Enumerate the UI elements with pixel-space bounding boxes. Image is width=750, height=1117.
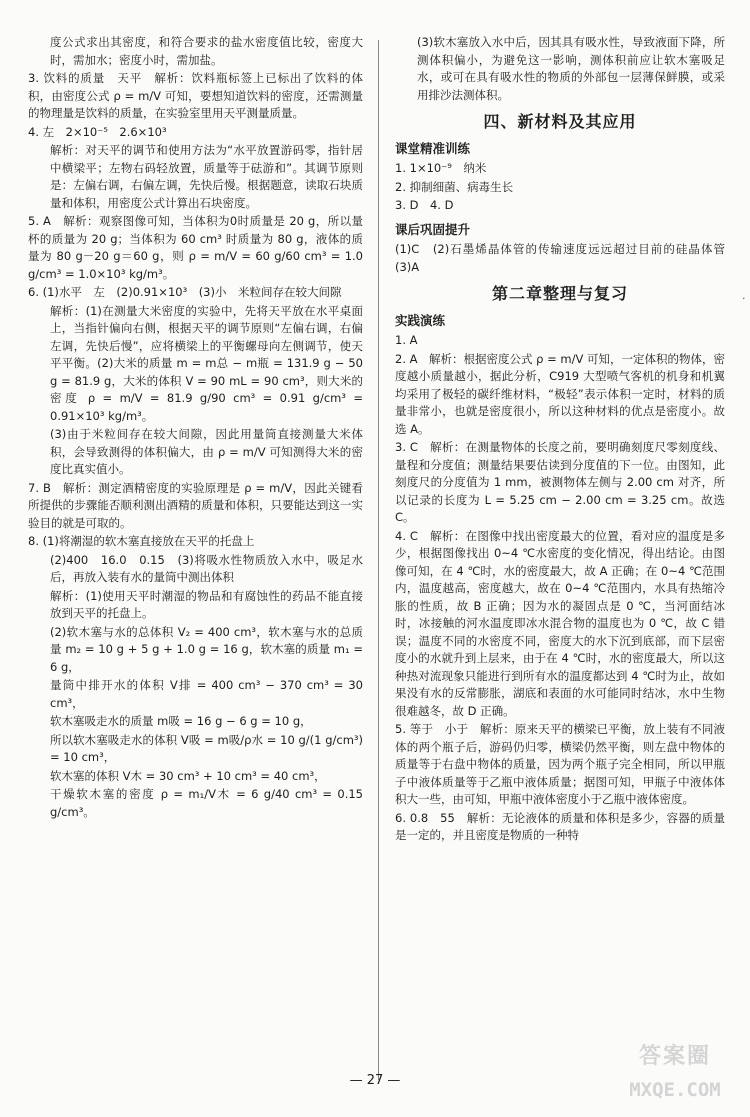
- answer-paragraph: 2. 抑制细菌、病毒生长: [395, 179, 514, 194]
- answer-paragraph: 所以软木塞吸走水的体积 V吸 = m吸/ρ水 = 10 g/(1 g/cm³) = 10 cm³，: [50, 732, 363, 764]
- answer-paragraph: 解析：对天平的调节和使用方法为“水平放置游码零，指针居中横梁平；左物右码轻放置，质量等于砝游和”。其调节原则是：左偏右调，右偏左调，先快后慢。根据题意，读取石块质量和体积，用密度公式计算出石块密度。: [50, 143, 363, 210]
- right-column: [395, 34, 737, 846]
- answer-paragraph: (2)400 16.0 0.15 (3)将吸水性物质放入水中，吸足水后，再放入装有水的量筒中测出体积: [50, 552, 363, 584]
- answer-paragraph: 1. 1×10⁻⁹ 纳米: [395, 161, 487, 175]
- answer-paragraph: 量筒中排开水的体积 V排 = 400 cm³ − 370 cm³ = 30 cm³，: [50, 678, 363, 710]
- answer-paragraph: (3)由于米粒间存在较大间隙，因此用量筒直接测量大米体积，会导致测得的体积偏大，由 ρ = m/V 可知测得大米的密度比真实值小。: [50, 427, 363, 476]
- answer-paragraph: 6. 0.8 55 解析：无论液体的质量和体积是多少，容器的质量是一定的，并且密度是物质的一种特: [395, 810, 725, 842]
- answer-paragraph: (1)C (2)石墨烯晶体管的传输速度远远超过目前的硅晶体管 (3)A: [395, 242, 737, 274]
- section-title-new-materials: 四、新材料及其应用: [483, 112, 637, 131]
- practice-answers: [395, 332, 725, 845]
- answer-paragraph: (2)软木塞与水的总体积 V₂ = 400 cm³，软木塞与水的总质量 m₂ = 10 g + 5 g + 1.0 g = 16 g，软木塞的质量 m₁ = 6 g，: [50, 624, 363, 674]
- answer-paragraph: 3. D 4. D: [395, 198, 454, 212]
- answer-paragraph: 干燥软木塞的密度 ρ = m₁/V木 = 6 g/40 cm³ = 0.15 g/cm³。: [50, 787, 363, 819]
- answer-paragraph: 软木塞吸走水的质量 m吸 = 16 g − 6 g = 10 g，: [50, 714, 312, 728]
- answer-paragraph: 度公式求出其密度，和符合要求的盐水密度值比较，密度大时，需加水；密度小时，需加盐。: [50, 35, 363, 67]
- answer-paragraph: 4. 左 2×10⁻⁵ 2.6×10³: [28, 124, 167, 139]
- answer-paragraph: 5. A 解析：观察图像可知，当体积为0时质量是 20 g，所以量杯的质量为 20 g；当体积为 60 cm³ 时质量为 80 g，液体的质量为 80 g－20 g＝60 g，则 ρ = m/V = 60 g/60 cm³ = 1.0 g/cm³ = 1.0×10³ kg/m³。: [28, 214, 363, 281]
- answer-8-continued: [395, 34, 725, 104]
- page-number: — 27 —: [349, 1073, 401, 1088]
- section-title-chapter-review: 第二章整理与复习: [491, 284, 628, 303]
- watermark-url: MXQE.COM: [629, 1079, 721, 1101]
- answer-paragraph: 5. 等于 小于 解析：原来天平的横梁已平衡，放上装有不同液体的两个瓶子后，游码仍归零，横梁仍然平衡，则左盘中物体的质量等于右盘中物体的质量，因为两个瓶子完全相同，所以甲瓶子中液体质量等于乙瓶中液体质量；据图可知，甲瓶子中液体体积大一些，由可知，甲瓶中液体密度小于乙瓶中液体密度。: [395, 722, 725, 806]
- answer-paragraph: 8. (1)将潮湿的软木塞直接放在天平的托盘上: [28, 534, 255, 548]
- subheading-class-training: 课堂精准训练: [395, 140, 471, 156]
- left-column: [28, 34, 363, 822]
- subheading-practice: 实践演练: [395, 312, 446, 328]
- class-training-answers: [395, 160, 725, 215]
- answer-paragraph: 4. C 解析：在图像中找出密度最大的位置，看对应的温度是多少，根据图像找出 0~4 ℃水密度的变化情况，得出结论。由图像可知，在 4 ℃时，水的密度最大，故 A 正确；在 0~4 ℃范围内，温度越高，密度越大，故在 0~4 ℃范围内，水具有热缩冷胀的性质，故 B 正确；因为水的凝固点是 0 ℃，当河面结冰时，冰接触的河水温度即冰水混合物的温度也为 0 ℃，故 C 错误；温度不同的水密度不同，密度大的水下沉到底部，而下层密度小的水就升到上层来，由于在 4 ℃时，水的密度最大，所以这种热对流现象只能进行到所有水的温度都达到 4 ℃时为止，故如果没有水的反常膨胀，湖底和表面的水可能同时结冰，水中生物很难越冬，故 D 正确。: [395, 528, 725, 718]
- watermark-logo: [605, 1044, 745, 1112]
- column-divider: [378, 40, 379, 1080]
- answer-paragraph: 1. A: [395, 333, 418, 347]
- watermark-text: 答案圈: [638, 1044, 711, 1069]
- answer-paragraph: 解析：(1)在测量大米密度的实验中，先将天平放在水平桌面上，当指针偏向右侧，根据天平的调节原则“左偏右调，右偏左调，先快后慢”，应将横梁上的平衡螺母向左侧调节，使天平平衡。(2)大米的质量 m = m总 − m瓶 = 131.9 g − 50 g = 81.9 g，大米的体积 V = 90 mL = 90 cm³，则大米的密度 ρ = m/V = 81.9 g/90 cm³ = 0.91 g/cm³ = 0.91×10³ kg/m³。: [50, 303, 363, 423]
- answer-paragraph: (3)软木塞放入水中后，因其具有吸水性，导致液面下降，所测体积偏小，为避免这一影响，测体积前应让软木塞吸足水，或可在具有吸水性的物质的外部包一层薄保鲜膜，或采用排沙法测体积。: [417, 35, 725, 102]
- answer-paragraph: 软木塞的体积 V木 = 30 cm³ + 10 cm³ = 40 cm³，: [50, 768, 326, 783]
- subheading-after-class: 课后巩固提升: [395, 221, 471, 237]
- edge-mark: ·: [742, 292, 746, 305]
- answer-paragraph: 6. (1)水平 左 (2)0.91×10³ (3)小 米粒间存在较大间隙: [28, 285, 342, 299]
- answer-paragraph: 3. 饮料的质量 天平 解析：饮料瓶标签上已标出了饮料的体积，由密度公式 ρ = m/V 可知，要想知道饮料的密度，还需测量的物理量是饮料的质量，在实验室里用天平测量质量。: [28, 71, 363, 120]
- answer-paragraph: 7. B 解析：测定酒精密度的实验原理是 ρ = m/V，因此关键看所提供的步骤能否顺利测出酒精的质量和体积，只要能达到这一实验目的就是可取的。: [28, 480, 363, 530]
- answer-paragraph: 解析：(1)使用天平时潮湿的物品和有腐蚀性的药品不能直接放到天平的托盘上。: [50, 588, 363, 620]
- after-class-answers: [395, 241, 737, 276]
- answer-paragraph: 3. C 解析：在测量物体的长度之前，要明确刻度尺零刻度线、量程和分度值；测量结果要估读到分度值的下一位。由图知，此刻度尺的分度值为 1 mm，被测物体左侧与 2.00 cm 对齐，所以记录的长度为 L = 5.25 cm − 2.00 cm = 3.25 cm。故选 C。: [395, 440, 725, 524]
- answer-paragraph: 2. A 解析：根据密度公式 ρ = m/V 可知，一定体积的物体，密度越小质量越小，据此分析，C919 大型喷气客机的机身和机翼均采用了极轻的碳纤维材料，“极轻”表示体积一定时，材料的质量非常小，也就是密度很小，所以这种材料的优点是密度小。故选 A。: [395, 351, 725, 436]
